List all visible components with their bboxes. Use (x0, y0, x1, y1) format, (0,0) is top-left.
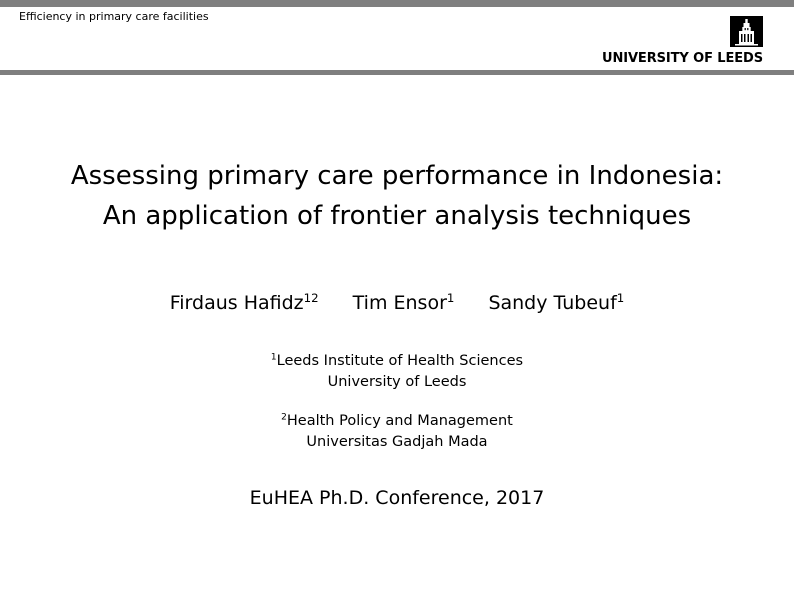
header-divider (0, 70, 794, 75)
author-name: Sandy Tubeuf (488, 292, 617, 314)
author-name: Tim Ensor (352, 292, 447, 314)
university-logo (593, 16, 763, 68)
author-tubeuf (488, 288, 624, 318)
affiliation-1 (0, 351, 794, 393)
leeds-parkinson-tower-icon (730, 16, 763, 47)
title-line-1: Assessing primary care performance in Indonesia: (70, 161, 724, 191)
author-hafidz (170, 288, 319, 318)
affiliation-institute: Leeds Institute of Health Sciences (276, 353, 524, 369)
university-name: UNIVERSITY OF LEEDS (602, 51, 763, 66)
affiliation-university: University of Leeds (327, 374, 467, 390)
conference-name: EuHEA Ph.D. Conference, 2017 (249, 487, 545, 509)
author-affiliation-mark: 1 (446, 290, 455, 305)
affiliation-2 (0, 411, 794, 453)
author-affiliation-mark: 12 (303, 290, 319, 305)
header-short-title: Efficiency in primary care facilities (19, 10, 209, 23)
affiliation-mark: 2 (281, 412, 287, 423)
presentation-title (0, 156, 794, 236)
affiliation-university: Universitas Gadjah Mada (306, 434, 488, 450)
author-ensor (353, 288, 455, 318)
author-name: Firdaus Hafidz (169, 292, 304, 314)
affiliation-institute: Health Policy and Management (286, 413, 513, 429)
author-list (0, 288, 794, 318)
top-header-bar (0, 0, 794, 7)
affiliation-mark: 1 (270, 352, 277, 363)
title-line-2: An application of frontier analysis techniques (102, 201, 692, 231)
author-affiliation-mark: 1 (616, 290, 625, 305)
